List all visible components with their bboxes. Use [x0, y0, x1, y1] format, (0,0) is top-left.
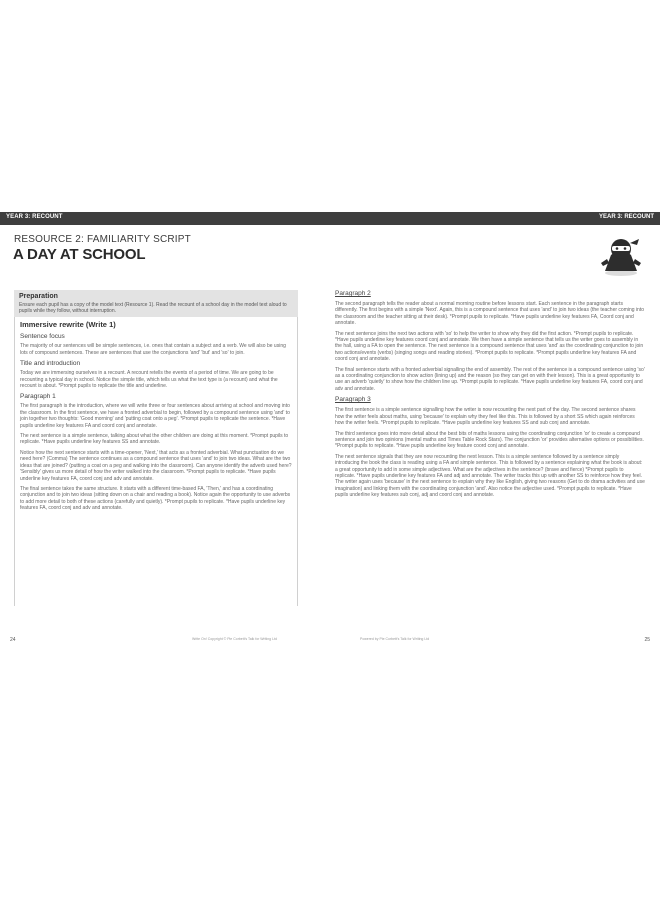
header-band	[0, 212, 660, 225]
paragraph-3-text-b: The third sentence goes into more detail about the best bits of maths lessons using the coordinating conjunction 'or' to create a compound sentence and join two opinions (mental maths and Times Table Rock Stars). The conjunction 'or' provides alternative options or possibilities. *Prompt pupils to replicate. *Have pupils underline key feature coord conj and annotate.	[335, 430, 644, 450]
paragraph-3-text-c: The next sentence signals that they are now recounting the next lesson. This is a simple sentence followed by a sentence simply introducing the book the class is reading using a FA and simple sentence. This is followed by a sentence explaining what the book is about: a great opportunity to add in some simple adjectives. What are the adjectives in the sentence? (brave and fierce) *Prompt pupils to replicate. *Have pupils underline key features FA and adj and annotate. The writer tracks this up with another SS to reinforce how they feel. The writer again uses 'because' in the next sentence to explain why they like English, giving two reasons (Get to do drama activities and use imagination) and linking them with the coordinating conjunction 'and'. Also notice the adjective used. *Prompt pupils to replicate. *Have pupils underline key features sub conj, adj and coord conj and annotate.	[335, 453, 645, 499]
title-intro-text: Today we are immersing ourselves in a recount. A recount retells the events of a period of time. We are going to be recounting a typical day in school. Notice the simple title, which tells us what the text type is (a recount) and what the recount is about. *Prompt pupils to replicate the title and underline.	[20, 370, 278, 390]
right-footer-credit: Powered by Pie Corbett's Talk for Writing Ltd	[360, 637, 430, 641]
preparation-text: Ensure each pupil has a copy of the model text (Resource 1). Read the recount of a school day in the model text aloud to pupils while they follow, without interruption.	[19, 302, 287, 315]
paragraph-2-text-a: The second paragraph tells the reader about a normal morning routine before lessons start. Each sentence in the paragraph starts differently. The first begins with a simple 'Next'. Again, this is a compound sentence that uses 'and' to join two ideas (the teacher coming into the classroom and the teacher sitting at their desk). *Prompt pupils to replicate. *Have pupils underline key features FA, Coord conj and annotate.	[335, 301, 644, 327]
immersive-rewrite-heading: Immersive rewrite (Write 1)	[20, 320, 116, 330]
immersive-rewrite-box	[14, 317, 298, 606]
paragraph-3-text-a: The first sentence is a simple sentence signalling how the writer is now recounting the next part of the day. The second sentence shares how the writer feels about maths, using 'because' to explain why they feel like this. This is followed by a short SS which again reinforces how the writer feels. *Prompt pupils to replicate. *Have pupils underline key features SS and sub conj and annotate.	[335, 407, 636, 427]
page-title: A DAY AT SCHOOL	[13, 246, 146, 263]
resource-heading: RESOURCE 2: FAMILIARITY SCRIPT	[14, 234, 191, 245]
paragraph-1-text-b: The next sentence is a simple sentence, talking about what the other children are doing at this moment. *Prompt pupils to replicate. *Have pupils underline key features SS and annotate.	[20, 433, 289, 446]
ninja-mascot-icon	[597, 235, 643, 277]
paragraph-2-text-b: The next sentence joins the next two actions with 'so' to help the writer to show why they did the first action. *Prompt pupils to replicate. *Have pupils underline key features coord conj and annotate. We then have a simple sentence that tells us the writer goes to assembly in the hall, using a FA to open the sentence. The next sentence is a compound sentence that uses 'and' as the coordinating conjunction to join two actions/events (verbs) (singing songs and reading stories). *Prompt pupils to replicate. *Prompt pupils underline key features FA and coord conj and annotate.	[335, 330, 644, 363]
left-page-number: 24	[10, 637, 16, 643]
paragraph-3-heading: Paragraph 3	[335, 396, 371, 404]
paragraph-1-text-a: The first paragraph is the introduction, where we will write three or four sentences about arriving at school and moving into the classroom. In the first sentence, we have a fronted adverbial to begin, followed by a compound sentence using 'and' to join together two thoughts: 'Good morning' and 'putting coat onto a peg'. *Prompt pupils to replicate the sentence. *Have pupils underline key features FA and coord conj and annotate.	[20, 403, 290, 429]
left-footer-credit: Write On! Copyright © Pie Corbett's Talk for Writing Ltd	[192, 637, 277, 641]
header-right-label: YEAR 3: RECOUNT	[598, 214, 654, 220]
paragraph-1-text-c: Notice how the next sentence starts with a time-opener, 'Next,' that acts as a fronted adverbial. What punctuation do we need here? (Comma) The sentence continues as a compound sentence that uses 'and' to join two ideas. What are the two ideas that are joined? (putting a coat on a peg and walking into the classroom). Can anyone identify the adverb used here? 'Sensibly' gives us more detail of how the writer walked into the classroom. *Prompt pupils to replicate. *Have pupils underline key features FA, coord conj and adv and annotate.	[20, 449, 292, 482]
sentence-focus-text: The majority of our sentences will be simple sentences, i.e. ones that contain a subject and a verb. We will also be using lots of compound sentences. These are sentences that use the conjunctions 'and' 'but' and 'so' to join.	[20, 343, 286, 356]
right-column	[335, 290, 645, 606]
preparation-heading: Preparation	[19, 293, 58, 300]
sentence-focus-heading: Sentence focus	[20, 333, 65, 341]
right-page-number: 25	[644, 637, 650, 643]
paragraph-2-text-c: The final sentence starts with a fronted adverbial signalling the end of assembly. The rest of the sentence is a compound sentence using 'so' as a coordinating conjunction to show action (lining up) and the reason (so they can get on with their lesson). This is a great opportunity to use an adverb 'quietly' to show how the children line up. *Prompt pupils to replicate. *Have pupils underline key features FA, coord conj and adv and annotate.	[335, 366, 645, 392]
left-column	[14, 290, 298, 606]
title-intro-heading: Title and introduction	[20, 360, 81, 368]
paragraph-1-text-d: The final sentence takes the same structure. It starts with a different time-based FA, 'Then,' and has a coordinating conjunction and to join two ideas (sitting down on a chair and reading a book). Notice again the opportunity to use adverbs to add more detail to both of these actions (carefully and quietly). *Prompt pupils to replicate. *Have pupils underline key features FA, coord conj and adv and annotate.	[20, 485, 291, 512]
paragraph-2-heading: Paragraph 2	[335, 290, 371, 297]
header-left-label: YEAR 3: RECOUNT	[6, 214, 63, 220]
preparation-box	[14, 290, 298, 317]
paragraph-1-heading: Paragraph 1	[20, 393, 56, 401]
